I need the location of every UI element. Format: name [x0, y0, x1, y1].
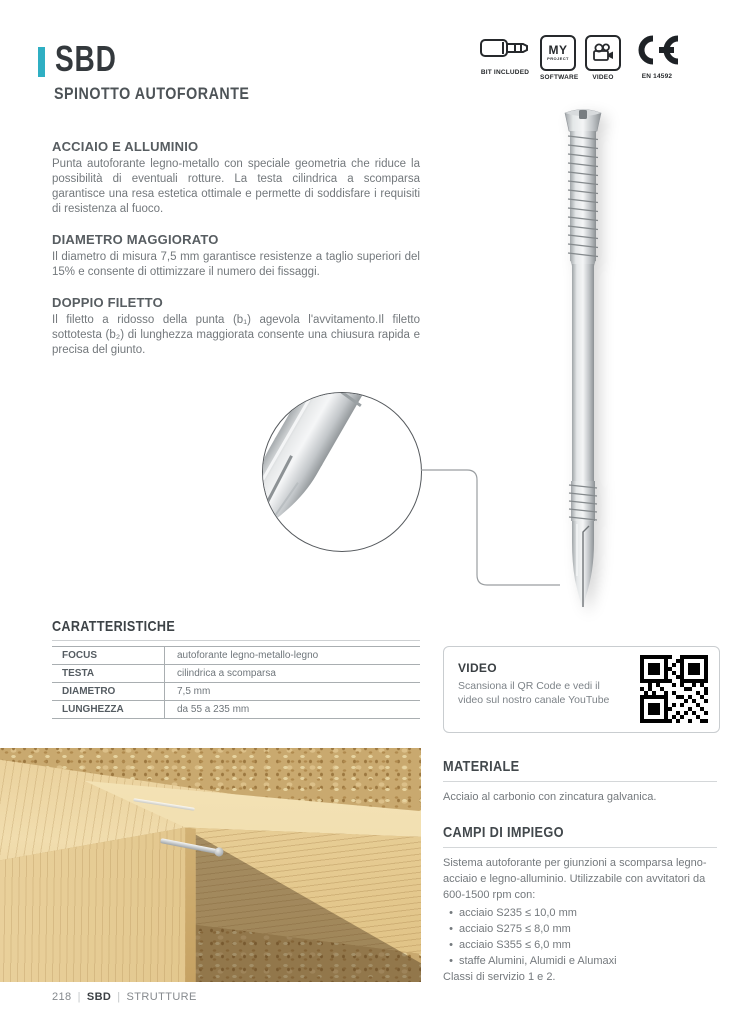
video-camera-icon — [585, 35, 621, 71]
caratteristiche-heading: CARATTERISTICHE — [52, 618, 176, 635]
table-row — [52, 647, 420, 665]
footer-product-code: SBD — [86, 991, 112, 1003]
section-body: Il filetto a ridosso della punta (b₁) agevola l'avvitamento.Il filetto sottotesta (b₂) di lunghezza maggiorata consente una chiusura rapida e precisa del giunto. — [52, 313, 420, 356]
materiale-body: Acciaio al carbonio con zincatura galvanica. — [443, 791, 657, 803]
badge-video — [584, 35, 622, 81]
ce-mark-icon — [633, 35, 681, 65]
caratteristiche-table — [52, 646, 420, 719]
detail-connector-line — [420, 460, 570, 600]
bullet-dot: • — [449, 938, 453, 951]
video-box-text: Scansiona il QR Code e vedi il video sul nostro canale YouTube — [458, 680, 610, 707]
qr-code — [639, 654, 709, 724]
footer-separator: | — [117, 991, 121, 1003]
campi-intro: Sistema autoforante per giunzioni a scomparsa legno-acciaio e legno-alluminio. Utilizzabile con avvitatori da 600-1500 rpm con: — [443, 856, 707, 901]
section-heading: DIAMETRO MAGGIORATO — [52, 231, 219, 247]
my-project-line2: PROJECT — [547, 56, 569, 61]
my-project-line1: MY — [548, 43, 568, 57]
row-value: da 55 a 235 mm — [164, 701, 420, 718]
bullet-text: acciaio S355 ≤ 6,0 mm — [459, 938, 571, 951]
badge-my-project — [540, 35, 579, 81]
campi-bullet-list — [443, 906, 717, 970]
footer-category: STRUTTURE — [126, 991, 197, 1003]
campi-di-impiego-heading: CAMPI DI IMPIEGO — [443, 823, 564, 841]
campi-outro: Classi di servizio 1 e 2. — [443, 970, 556, 983]
table-row — [52, 665, 420, 683]
badge-ce-label: EN 14592 — [641, 73, 673, 80]
video-box-title: VIDEO — [458, 661, 497, 675]
materiale-heading: MATERIALE — [443, 758, 520, 775]
bullet-text: staffe Alumini, Alumidi e Alumaxi — [459, 954, 617, 967]
section-heading: ACCIAIO E ALLUMINIO — [52, 139, 199, 154]
page-subtitle: SPINOTTO AUTOFORANTE — [54, 84, 250, 103]
my-project-icon — [540, 35, 576, 71]
drill-tip-detail-image — [263, 393, 419, 549]
bullet-text: acciaio S235 ≤ 10,0 mm — [459, 906, 577, 919]
page-number: 218 — [52, 991, 72, 1003]
bullet-text: acciaio S275 ≤ 8,0 mm — [459, 922, 571, 935]
bullet-dot: • — [449, 906, 453, 919]
badge-video-label: VIDEO — [592, 74, 614, 81]
row-value: cilindrica a scomparsa — [164, 665, 420, 682]
application-photo — [0, 748, 421, 982]
description-sections — [52, 139, 420, 372]
list-item — [443, 954, 717, 970]
tip-detail-circle — [262, 392, 422, 552]
page-title: SBD — [55, 38, 117, 79]
materiale-campi-column — [443, 758, 717, 985]
row-value: autoforante legno-metallo-legno — [164, 647, 420, 664]
list-item — [443, 922, 717, 938]
badge-my-label: SOFTWARE — [540, 74, 579, 81]
badge-ce-mark — [632, 35, 682, 80]
list-item — [443, 938, 717, 954]
page-footer — [52, 991, 197, 1003]
row-label: FOCUS — [62, 650, 97, 661]
section-body: Il diametro di misura 7,5 mm garantisce resistenze a taglio superiori del 15% e consente di ottimizzare il numero dei fissaggi. — [52, 250, 420, 278]
badge-bit-included — [472, 35, 538, 76]
section-body: Punta autoforante legno-metallo con speciale geometria che riduce la possibilità di eventuali rotture. La testa cilindrica a scomparsa garantisce una resa estetica ottimale e permette di soddisfare i requisiti di resistenza al fuoco. — [52, 158, 420, 215]
heading-rule — [443, 781, 717, 782]
row-label: LUNGHEZZA — [62, 704, 124, 715]
row-label: DIAMETRO — [62, 686, 116, 697]
bullet-dot: • — [449, 922, 453, 935]
section-heading: DOPPIO FILETTO — [52, 294, 163, 310]
footer-separator: | — [77, 991, 81, 1003]
list-item — [443, 906, 717, 922]
row-label: TESTA — [62, 668, 95, 679]
table-row — [52, 701, 420, 719]
accent-bar — [38, 47, 45, 77]
bullet-dot: • — [449, 954, 453, 967]
heading-rule — [52, 640, 420, 641]
table-row — [52, 683, 420, 701]
heading-rule — [443, 847, 717, 848]
row-value: 7,5 mm — [164, 683, 420, 700]
video-qr-box — [443, 646, 720, 733]
caratteristiche-section — [52, 618, 420, 719]
badge-bit-label: BIT INCLUDED — [480, 69, 530, 76]
driver-bit-icon — [479, 35, 531, 61]
